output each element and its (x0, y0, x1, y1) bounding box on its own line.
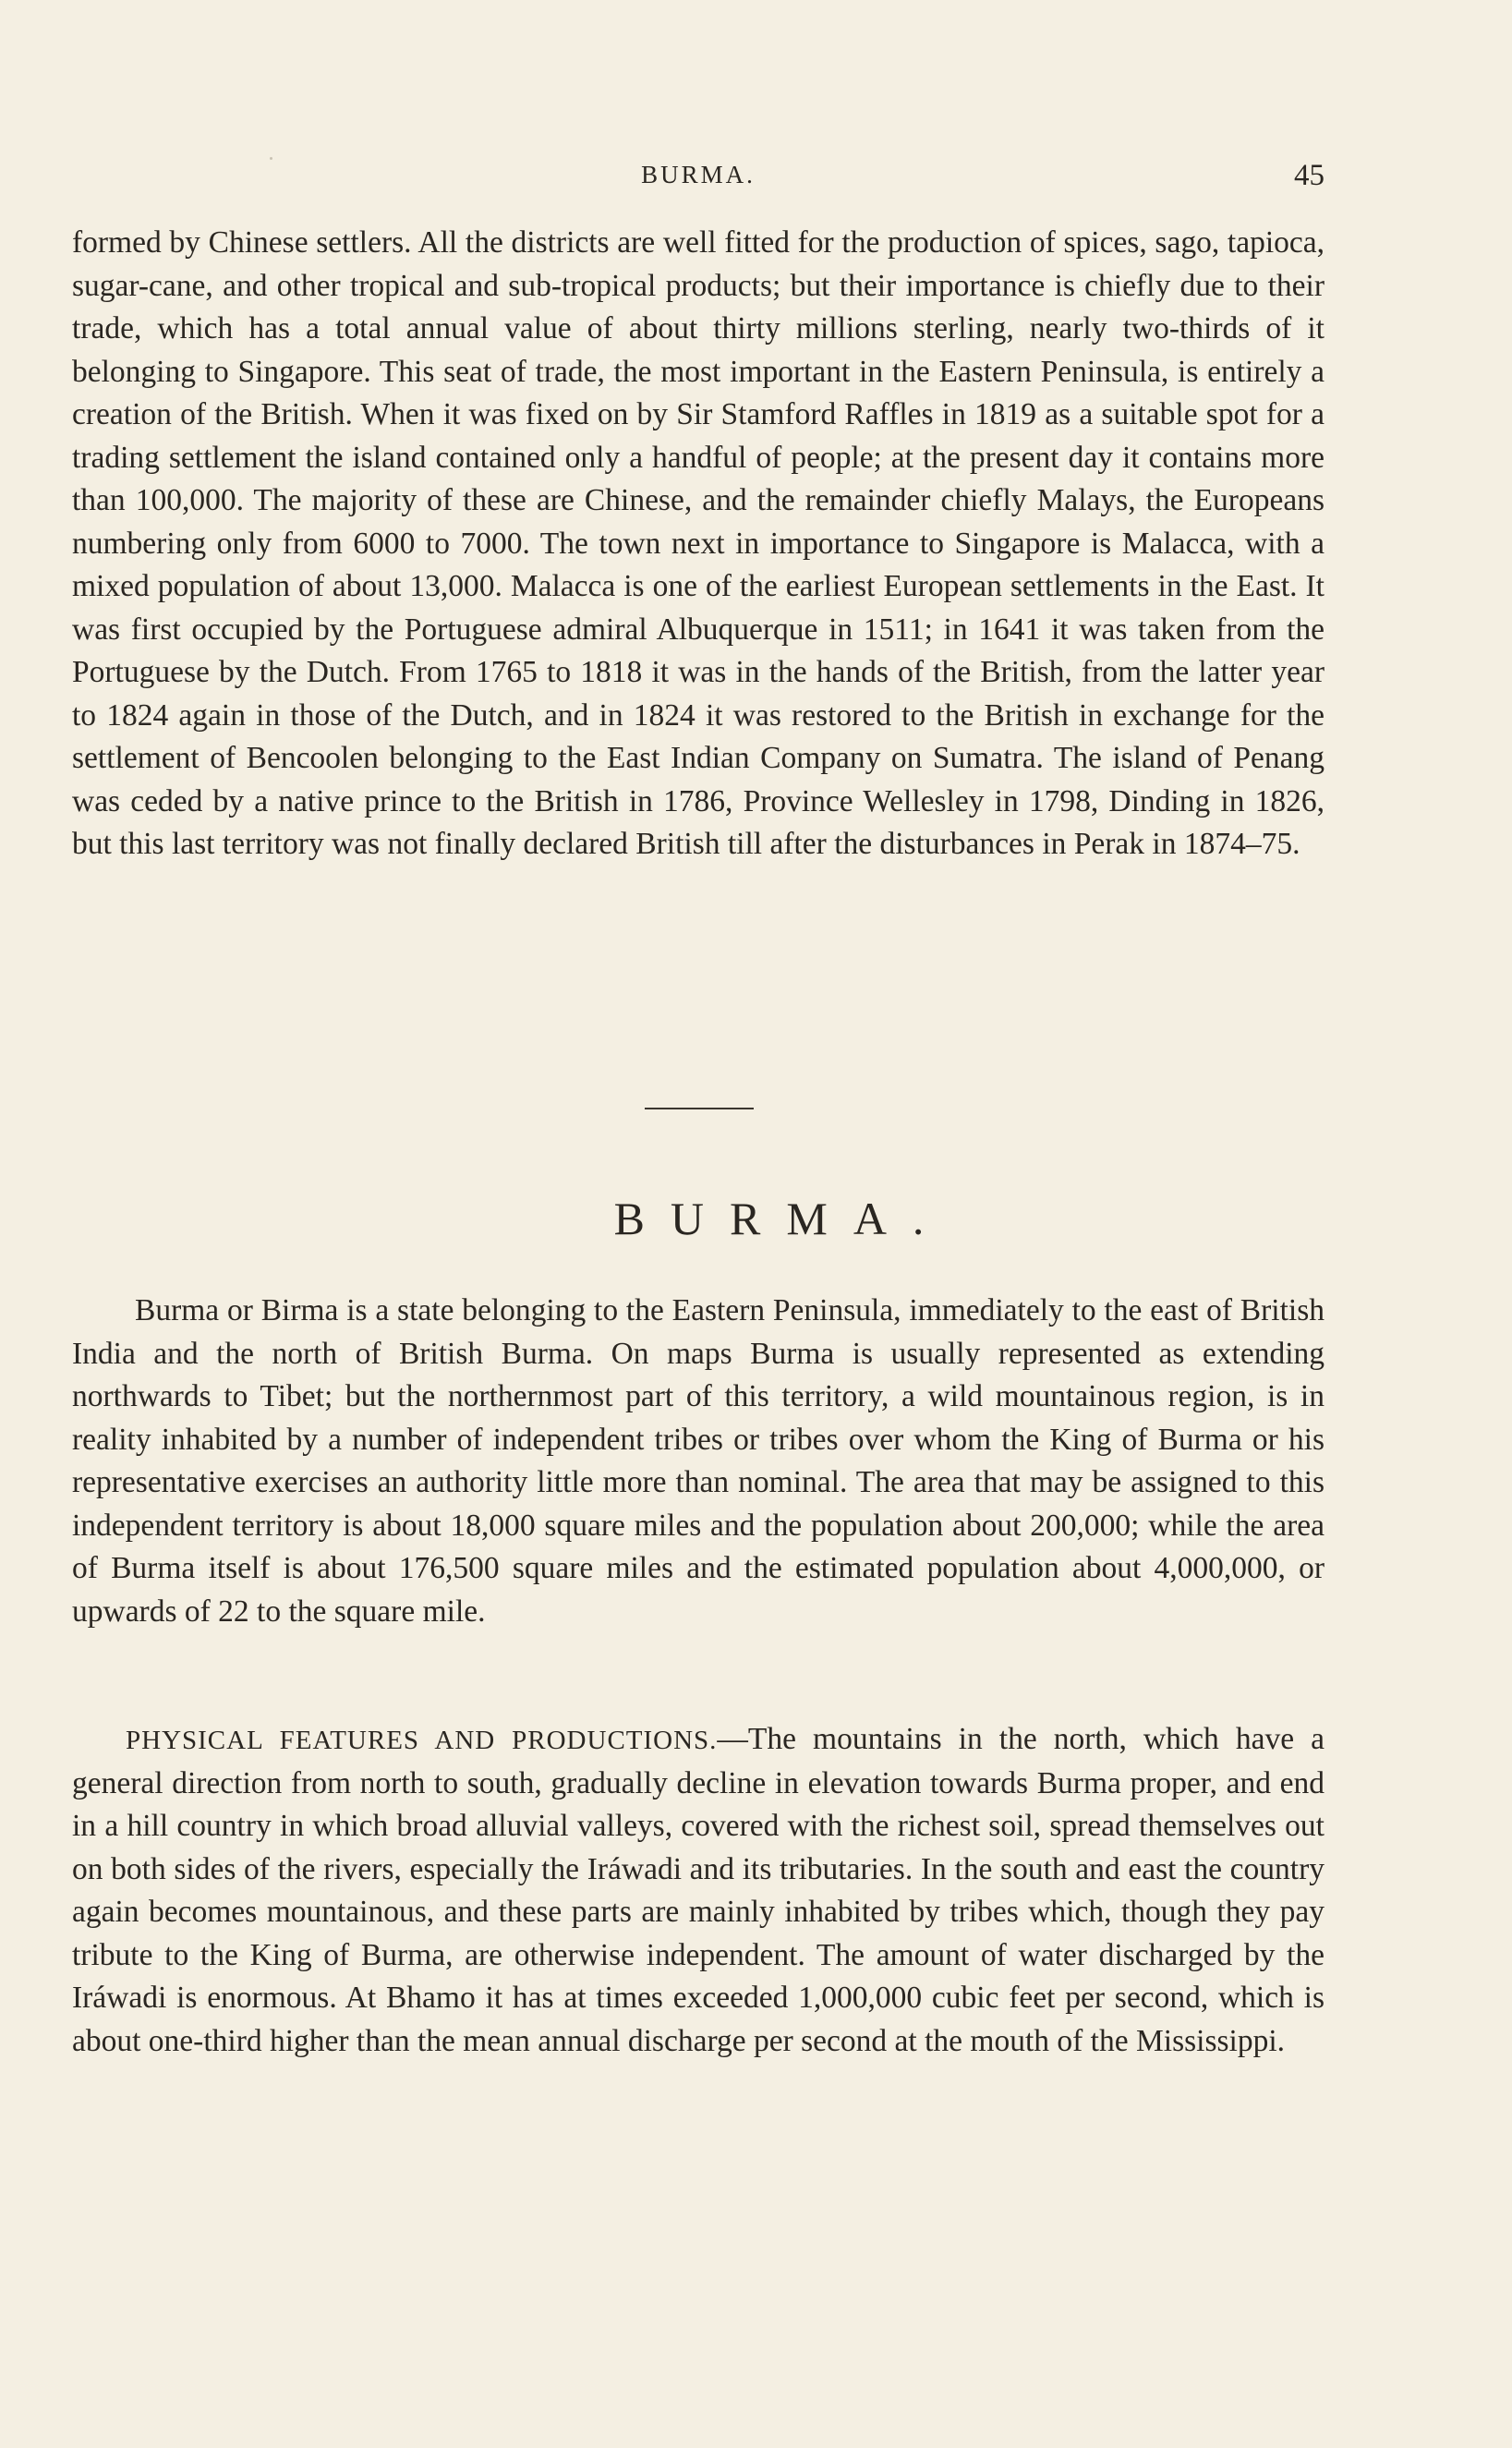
paragraph-physical-features (72, 1718, 1325, 2063)
paragraph-body: —The mountains in the north, which have a general direction from north to south, gradually decline in elevation towards Burma proper, and end in a hill country in which broad alluvial valleys, covered with the richest soil, spread themselves out on both sides of the rivers, especially the Iráwadi and its tributaries. In the south and east the country again becomes mountainous, and these parts are mainly inhabited by tribes which, though they pay tribute to the King of Burma, are otherwise independent. The amount of water discharged by the Iráwadi is enormous. At Bhamo it has at times exceeded 1,000,000 cubic feet per second, which is about one-third higher than the mean annual discharge per second at the mouth of the Mississippi. (72, 1722, 1325, 2058)
running-head (72, 159, 1325, 196)
paragraph-heading: PHYSICAL FEATURES AND PRODUCTIONS. (126, 1726, 718, 1755)
section-divider-rule (645, 1108, 754, 1109)
paragraph-intro: Burma or Birma is a state belonging to the Eastern Peninsula, immediately to the east of British India and the north of British Burma. On maps Burma is usually represented as extending northwards to Tibet; but the northernmost part of this territory, a wild mountainous region, is in reality inhabited by a number of independent tribes or tribes over whom the King of Burma or his representative exercises an authority little more than nominal. The area that may be assigned to this independent territory is about 18,000 square miles and the population about 200,000; while the area of Burma itself is about 176,500 square miles and the estimated population about 4,000,000, or upwards of 22 to the square mile. (72, 1293, 1325, 1629)
page-number: 45 (1294, 159, 1325, 192)
running-head-title: BURMA. (641, 161, 756, 188)
paragraph-continued: formed by Chinese settlers. All the districts are well fitted for the production of spices, sago, tapioca, sugar-cane, and other tropical and sub-tropical products; but their importance is chiefly due to their trade, which has a total annual value of about thirty millions sterling, nearly two-thirds of it belonging to Singapore. This seat of trade, the most important in the Eastern Peninsula, is entirely a creation of the British. When it was fixed on by Sir Stamford Raffles in 1819 as a suitable spot for a trading settlement the island contained only a handful of people; at the present day it contains more than 100,000. The majority of these are Chinese, and the remainder chiefly Malays, the Europeans numbering only from 6000 to 7000. The town next in importance to Singapore is Malacca, with a mixed population of about 13,000. Malacca is one of the earliest European settlements in the East. It was first occupied by the Portuguese admiral Albuquerque in 1511; in 1641 it was taken from the Portuguese by the Dutch. From 1765 to 1818 it was in the hands of the British, from the latter year to 1824 again in those of the Dutch, and in 1824 it was restored to the British in exchange for the settlement of Bencoolen belonging to the East Indian Company on Sumatra. The island of Penang was ceded by a native prince to the British in 1786, Province Wellesley in 1798, Dinding in 1826, but this last territory was not finally declared British till after the disturbances in Perak in 1874–75. (72, 225, 1325, 861)
section-title: BURMA. (613, 1193, 950, 1244)
